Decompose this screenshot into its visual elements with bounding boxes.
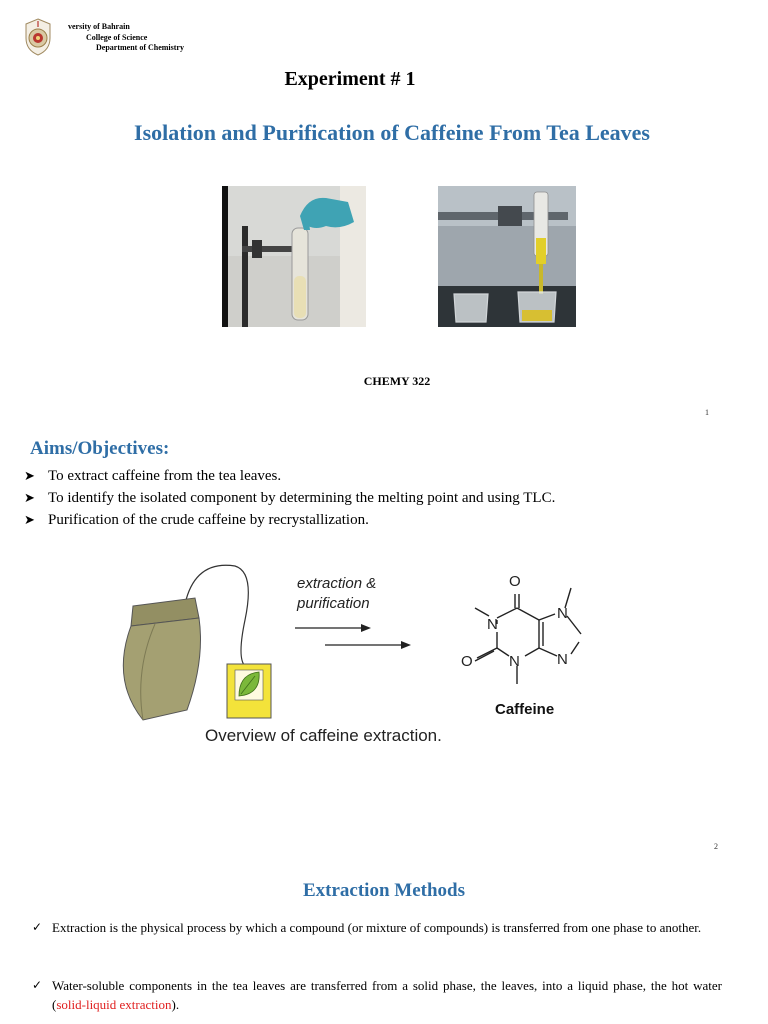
- university-name: versity of Bahrain: [68, 22, 130, 31]
- page-number-2: 2: [714, 842, 718, 851]
- arrow-label-line2: purification: [297, 595, 370, 612]
- atom-nitrogen-3: N: [509, 653, 520, 670]
- atom-nitrogen-7: N: [557, 605, 568, 622]
- lab-photo-column: [438, 186, 576, 327]
- atom-oxygen-top: O: [509, 573, 521, 590]
- college-name: College of Science: [86, 32, 148, 42]
- atom-nitrogen-1: N: [487, 616, 498, 633]
- aims-list: [24, 465, 555, 531]
- tea-bag-icon: [123, 598, 200, 720]
- aim-text: To identify the isolated component by determining the melting point and using TLC.: [48, 490, 556, 506]
- university-seal-logo: [24, 18, 52, 56]
- list-item: [24, 465, 555, 487]
- arrow-label-line1: extraction &: [297, 575, 377, 592]
- highlighted-term: solid-liquid extraction: [56, 997, 172, 1012]
- list-item: [24, 487, 555, 509]
- arrow-bullet-icon: ➤: [24, 490, 35, 505]
- lab-photo-test-tube: [222, 186, 366, 327]
- page-number-1: 1: [705, 408, 709, 417]
- atom-nitrogen-9: N: [557, 651, 568, 668]
- figure-caption: Overview of caffeine extraction.: [205, 726, 442, 745]
- arrow-bullet-icon: ➤: [24, 512, 35, 527]
- caffeine-structure: [475, 588, 581, 684]
- reaction-arrow-icon: [295, 624, 411, 649]
- list-item: [24, 509, 555, 531]
- paragraph-text-end: ).: [171, 997, 180, 1012]
- aim-text: To extract caffeine from the tea leaves.: [48, 468, 282, 484]
- aims-heading: Aims/Objectives:: [30, 438, 170, 459]
- extraction-paragraph-1: [32, 918, 722, 937]
- aim-text: Purification of the crude caffeine by recrystallization.: [48, 512, 369, 528]
- tea-tag-leaf-icon: [227, 664, 271, 718]
- institution-header: [68, 22, 184, 54]
- extraction-heading: Extraction Methods: [302, 880, 465, 901]
- course-code: CHEMY 322: [363, 374, 431, 388]
- experiment-title: Experiment # 1: [284, 68, 416, 90]
- atom-oxygen-bottom: O: [461, 653, 473, 670]
- department-name: Department of Chemistry: [96, 43, 184, 52]
- checkmark-icon: ✓: [32, 920, 43, 934]
- main-title: Isolation and Purification of Caffeine From Tea Leaves: [134, 120, 650, 145]
- arrow-bullet-icon: ➤: [24, 468, 35, 483]
- paragraph-text: Extraction is the physical process by which a compound (or mixture of compounds) is transferred from one phase to another.: [52, 920, 702, 935]
- molecule-name: Caffeine: [495, 701, 555, 718]
- caffeine-extraction-figure: [95, 560, 585, 750]
- paragraph-text: [52, 976, 722, 1014]
- checkmark-icon: ✓: [32, 978, 43, 992]
- paragraph-text-start: Water-soluble components in the tea leaves are transferred from a solid phase, the leaves, into a liquid phase, the hot water (: [52, 978, 722, 1012]
- extraction-paragraph-2: [32, 976, 722, 1014]
